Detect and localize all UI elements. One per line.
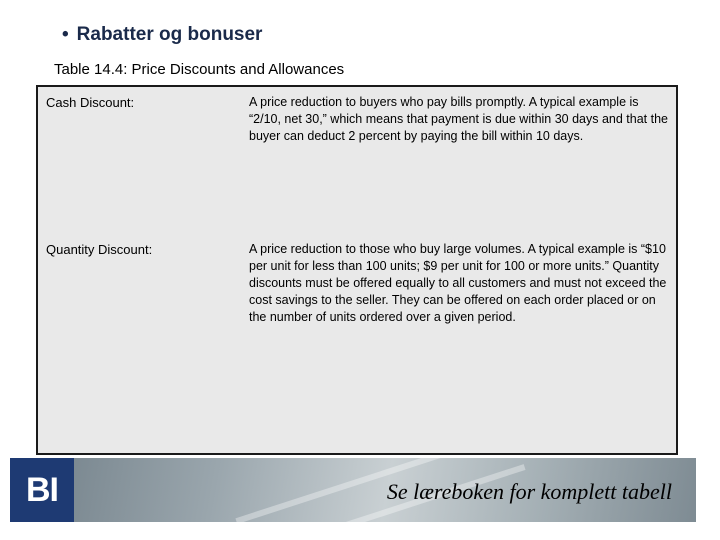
- term-quantity-discount: Quantity Discount:: [46, 242, 153, 257]
- bi-logo-text: BI: [26, 470, 58, 509]
- footer-banner: [10, 458, 696, 522]
- definition-cash-discount: A price reduction to buyers who pay bills promptly. A typical example is “2/10, net 30,” which means that payment is due within 30 days and that the buyer can deduct 2 percent by paying the bill within 10 days.: [249, 95, 669, 143]
- definition-quantity-discount: A price reduction to those who buy large volumes. A typical example is “$10 per unit for less than 100 units; $9 per unit for 100 or more units.” Quantity discounts must be offered equally to all customers and must not exceed the cost savings to the seller. They can be offered on each order placed or on the number of units ordered over a given period.: [249, 242, 667, 324]
- table-caption: Table 14.4: Price Discounts and Allowances: [54, 61, 345, 78]
- title-text: Rabatter og bonuser: [76, 24, 263, 45]
- bi-logo: [10, 458, 74, 522]
- term-cash-discount: Cash Discount:: [46, 95, 135, 110]
- footer-note: Se læreboken for komplett tabell: [386, 479, 672, 504]
- discounts-table: [36, 85, 678, 455]
- title-bullet: •: [62, 24, 69, 45]
- slide-title: [62, 24, 262, 46]
